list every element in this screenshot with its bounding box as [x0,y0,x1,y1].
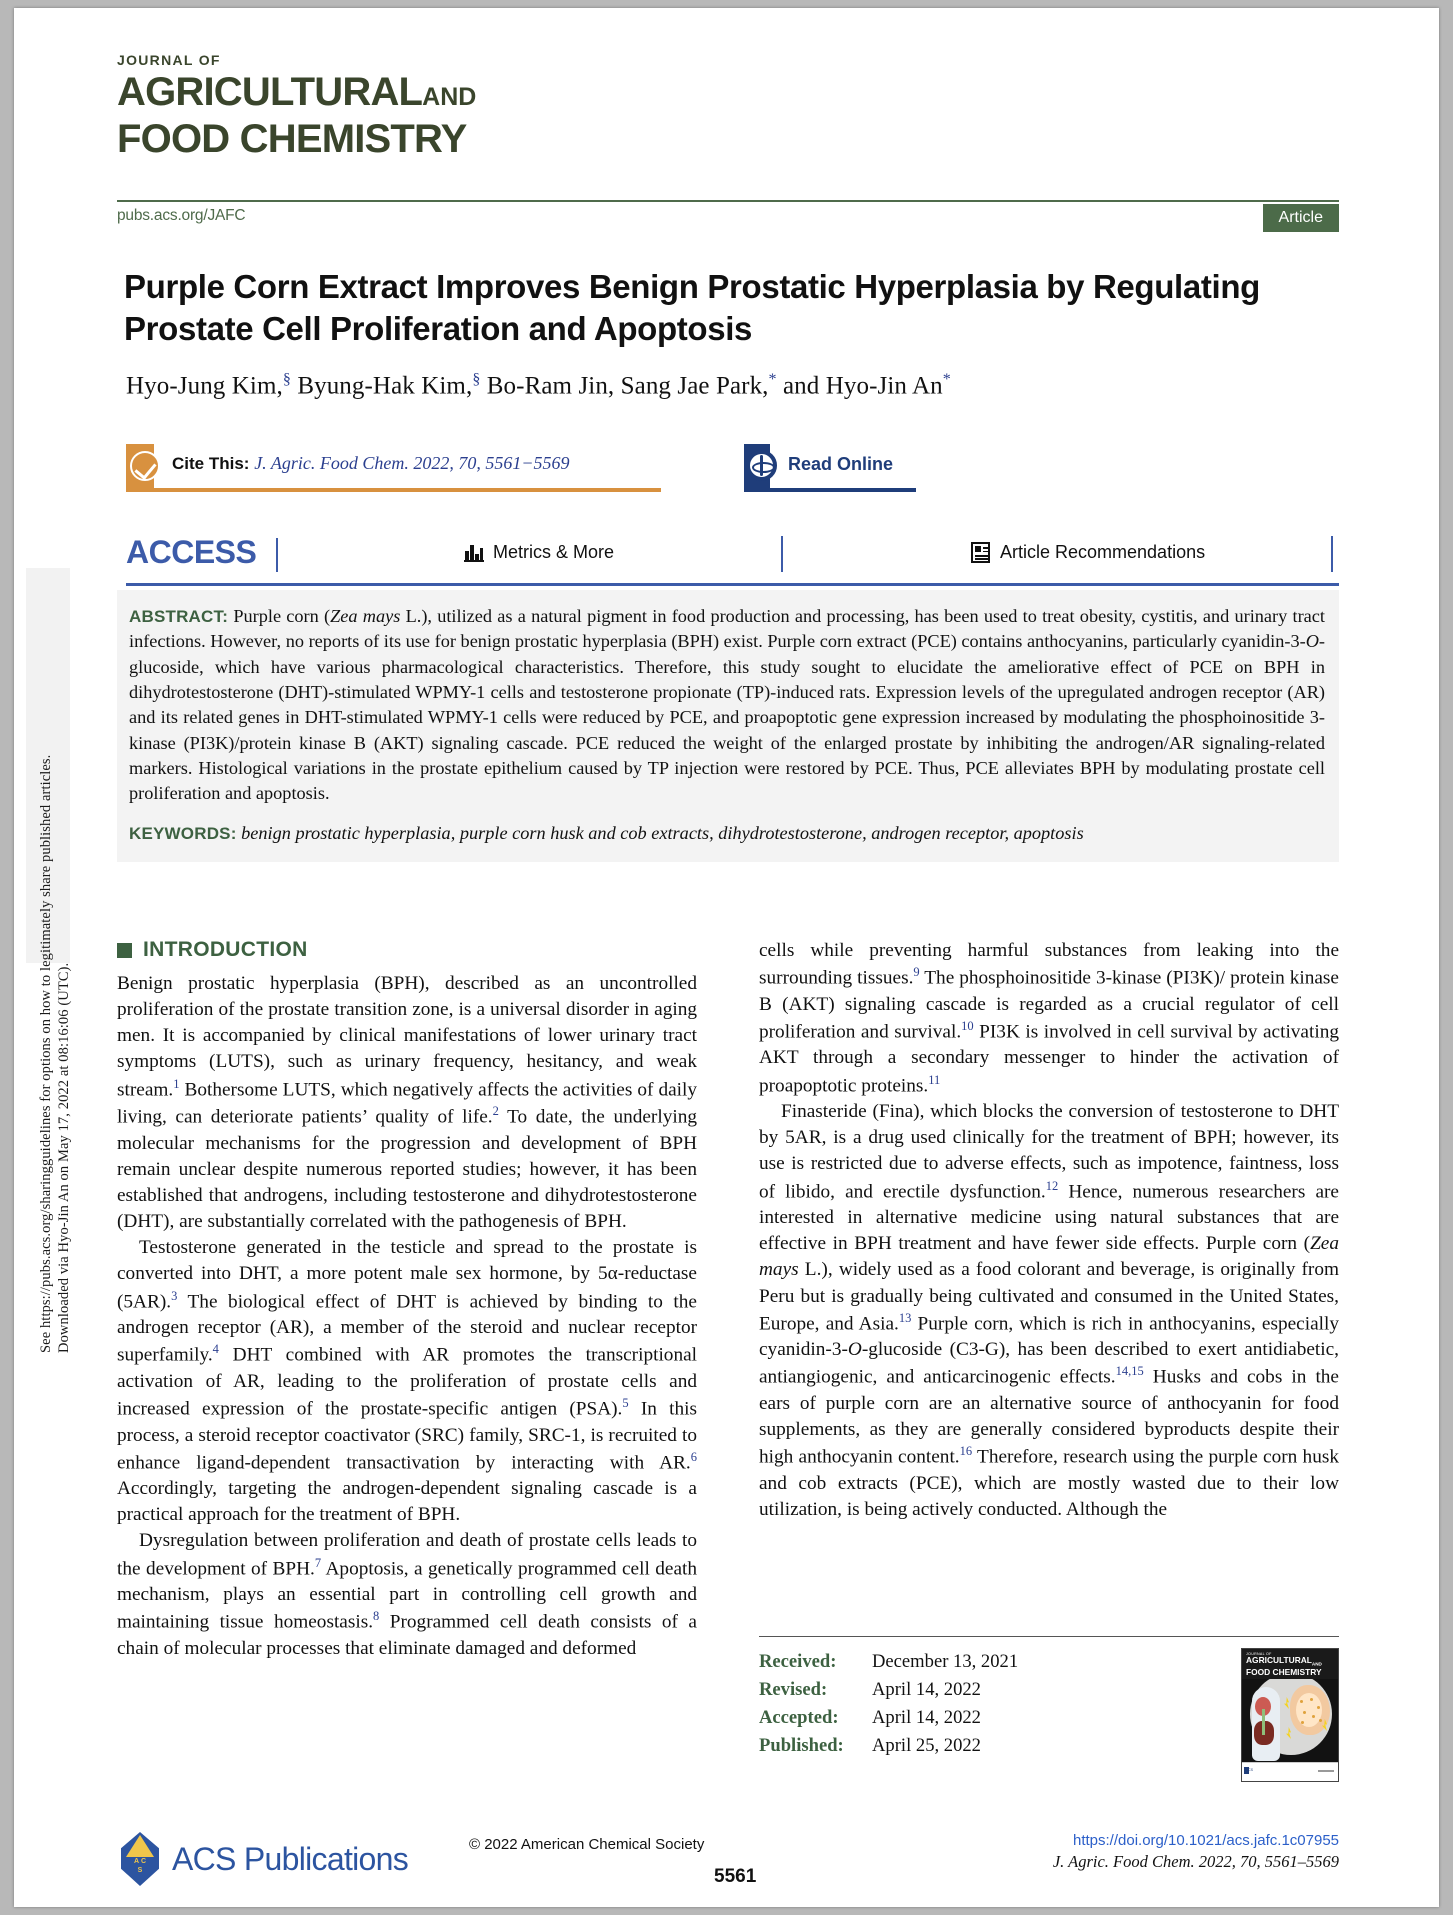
section-heading-introduction [117,938,697,962]
copyright-text: © 2022 American Chemical Society [469,1836,705,1853]
keywords-label: KEYWORDS: [129,823,237,843]
dates-value: April 14, 2022 [872,1706,981,1728]
cover-footer-rule [1318,1770,1334,1772]
abstract-label: ABSTRACT: [129,607,229,626]
cover-footer [1242,1762,1338,1781]
column-right [759,938,1339,1523]
acs-diamond-icon [117,1828,163,1890]
bar-chart-icon [464,543,483,562]
download-info-strip [14,8,86,1907]
dates-key: Published: [759,1734,844,1756]
cover-title-1 [1246,1656,1335,1668]
downloaded-via-text: Downloaded via Hyo-Jin An on May 17, 2022 at 08:16:06 (UTC). [56,962,72,1353]
access-divider-1 [276,538,278,572]
abstract-box [117,590,1339,862]
cover-title-2: FOOD CHEMISTRY [1246,1666,1322,1677]
acs-publications-logo [117,1828,408,1890]
cover-artwork [1242,1679,1338,1764]
cite-bar [126,444,1341,506]
access-divider-3 [1331,536,1333,572]
footer-citation: J. Agric. Food Chem. 2022, 70, 5561–5569 [1052,1852,1339,1871]
doi-block [1053,1832,1339,1872]
acs-publications-label: ACS Publications [172,1840,409,1877]
cover-journal-of: JOURNAL OF [1246,1652,1272,1656]
masthead-line-2: FOOD CHEMISTRY [117,116,467,161]
article-type-badge: Article [1263,204,1339,232]
section-heading-label: INTRODUCTION [143,938,308,961]
author-list: Hyo-Jung Kim,§ Byung-Hak Kim,§ Bo-Ram Jin, Sang Jae Park,* and Hyo-Jin An* [126,371,951,400]
masthead-journal-of: JOURNAL OF [117,52,221,68]
paragraph: Finasteride (Fina), which blocks the conversion of testosterone to DHT by 5AR, is a drug used clinically for the treatment of BPH; however, its use is restricted due to adverse effects, such as impotence, faintness, loss of libido, and erectile dysfunction.$^{12}$ Hence, numerous researchers are interested in alternative medicine using natural substances that are effective in BPH treatment and have fewer side effects. Purple corn (Zea mays L.), widely used as a food colorant and beverage, is originally from Peru but is gradually being cultivated and consumed in the United States, Europe, and Asia.$^{13}$ Purple corn, which is rich in anthocyanins, especially cyanidin-3-O-glucoside (C3-G), has been described to exert antidiabetic, antiangiogenic, and anticarcinogenic effects.$^{14,15}$ Husks and cobs in the ears of purple corn are an alternative source of anthocyanin for food supplements, as they are generally considered byproducts despite their high anthocyanin content.$^{16}$ Therefore, research using the purple corn husk and cob extracts (PCE), which are mostly wasted due to their low utilization, is being actively conducted. Although the [759,1101,1339,1520]
check-circle-icon [130,451,160,481]
access-rule [126,583,1339,586]
dates-key: Revised: [759,1678,828,1700]
square-bullet-icon [117,943,132,958]
cite-text [172,453,569,474]
read-online-label[interactable]: Read Online [788,454,894,474]
diamond-letters: A C S [133,1858,147,1874]
dates-row [759,1676,1018,1704]
dates-table [759,1648,1018,1782]
cite-label: Cite This: [172,454,250,473]
article-recommendations-button[interactable] [971,542,1205,563]
journal-url[interactable]: pubs.acs.org/JAFC [117,207,246,224]
journal-cover-thumbnail [1241,1648,1339,1782]
dates-row [759,1704,1018,1732]
page-footer [14,1826,1439,1906]
recommendations-label: Article Recommendations [1000,542,1206,562]
paragraph: cells while preventing harmful substances from leaking into the surrounding tissues.$^9$ The phosphoinositide 3-kinase (PI3K)/ protein kinase B (AKT) signaling cascade is regarded as a crucial regulator of cell proliferation and survival.$^{10}$ PI3K is involved in cell survival by activating AKT through a secondary messenger to hinder the activation of proapoptotic proteins.$^{11}$ [759,940,1339,1096]
masthead-rule [117,200,1339,202]
masthead-line-1 [117,71,476,114]
cover-dots [1298,1697,1322,1725]
dates-key: Received: [759,1651,837,1672]
masthead-agricultural: AGRICULTURAL [117,70,423,114]
abstract-paragraph [129,604,1325,807]
metrics-and-more-button[interactable] [464,542,614,563]
dates-value: December 13, 2021 [872,1651,1019,1672]
read-underline [744,488,916,492]
dates-value: April 14, 2022 [872,1678,981,1700]
dates-key: Accepted: [759,1706,839,1728]
paragraph: Dysregulation between proliferation and death of prostate cells leads to the development of BPH.$^7$ Apoptosis, a genetically programmed cell death mechanism, plays an essential part in controlling cell growth and maintaining tissue homeostasis.$^8$ Programmed cell death consists of a chain of molecular processes that eliminate damaged and deformed [117,1530,697,1659]
access-bar [126,528,1339,586]
sharing-guidelines-text: See https://pubs.acs.org/sharingguidelines for options on how to legitimately share published articles. [38,754,54,1353]
document-icon [971,542,990,563]
cover-and: AND [1311,1661,1322,1667]
dates-row [759,1732,1018,1760]
article-page [14,8,1439,1907]
column-left [117,938,697,1662]
dates-row [759,1648,1018,1676]
keywords-line [129,821,1325,846]
publication-dates-box [759,1636,1339,1782]
page-title: Purple Corn Extract Improves Benign Prostatic Hyperplasia by Regulating Prostate Cell Proliferation and Apoptosis [124,268,1260,347]
cover-acs-label: ACS [1246,1768,1253,1772]
paragraph: Benign prostatic hyperplasia (BPH), described as an uncontrolled proliferation of the prostate transition zone, is a universal disorder in aging men. It is accompanied by clinical manifestations of lower urinary tract symptoms (LUTS), such as urinary frequency, hesitancy, and weak stream.$^1$ Bothersome LUTS, which negatively affects the activities of daily living, can deteriorate patients’ quality of life.$^2$ To date, the underlying molecular mechanisms for the progression and development of BPH remain unclear despite numerous reported studies; however, it has been established that androgens, including testosterone and dihydrotestosterone (DHT), are substantially correlated with the pathogenesis of BPH. [117,973,697,1233]
access-label[interactable]: ACCESS [126,534,257,570]
page-number: 5561 [714,1866,757,1887]
globe-icon [746,450,777,481]
metrics-label: Metrics & More [493,542,615,562]
keywords-text: benign prostatic hyperplasia, purple corn husk and cob extracts, dihydrotestosterone, androgen receptor, apoptosis [241,822,1084,843]
masthead-and: AND [422,83,477,111]
paragraph: Testosterone generated in the testicle and spread to the prostate is converted into DHT, a more potent male sex hormone, by 5α-reductase (5AR).$^3$ The biological effect of DHT is achieved by binding to the androgen receptor (AR), a member of the steroid and nuclear receptor superfamily.$^4$ DHT combined with AR promotes the transcriptional activation of AR, leading to the proliferation of prostate cells and increased expression of the prostate-specific antigen (PSA).$^5$ In this process, a steroid receptor coactivator (SRC) family, SRC-1, is recruited to enhance ligand-dependent transactivation by interacting with AR.$^6$ Accordingly, targeting the androgen-dependent signaling cascade is a practical approach for the treatment of BPH. [117,1237,697,1526]
doi-link[interactable]: https://doi.org/10.1021/acs.jafc.1c07955 [1072,1832,1339,1849]
abstract-text: Purple corn (Zea mays L.), utilized as a natural pigment in food production and processing, has been used to treat obesity, cystitis, and urinary tract infections. However, no reports of its use for benign prostatic hyperplasia (BPH) exist. Purple corn extract (PCE) contains anthocyanins, particularly cyanidin-3-O-glucoside, which have various pharmacological characteristics. Therefore, this study sought to elucidate the ameliorative effect of PCE on BPH in dihydrotestosterone (DHT)-stimulated WPMY-1 cells and testosterone propionate (TP)-induced rats. Expression levels of the upregulated androgen receptor (AR) and its related genes in DHT-stimulated WPMY-1 cells were reduced by PCE, and proapoptotic gene expression increased by modulating the phosphoinositide 3-kinase (PI3K)/protein kinase B (AKT) signaling cascade. PCE reduced the weight of the enlarged prostate by inhibiting the androgen/AR signaling-related markers. Histological variations in the prostate epithelium caused by TP injection were restored by PCE. Thus, PCE alleviates BPH by modulating prostate cell proliferation and apoptosis. [129,606,1325,804]
dates-value: April 25, 2022 [872,1734,981,1756]
cover-stem [1262,1709,1265,1735]
cover-masthead [1242,1649,1338,1679]
journal-masthead [117,53,476,161]
access-divider-2 [781,536,783,572]
cite-citation[interactable]: J. Agric. Food Chem. 2022, 70, 5561−5569 [254,453,570,473]
cite-underline [126,488,661,492]
cover-agricultural: AGRICULTURAL [1246,1655,1312,1665]
